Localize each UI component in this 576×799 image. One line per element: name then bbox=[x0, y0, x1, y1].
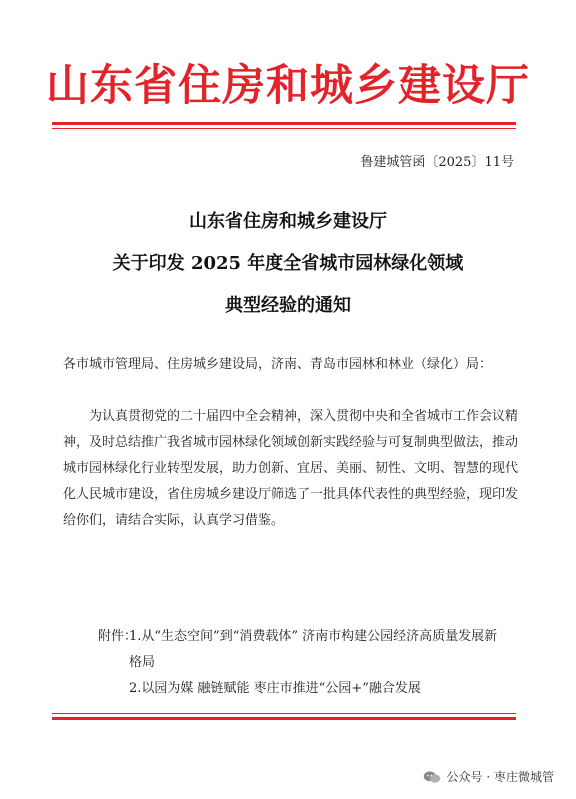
attachments-label: 附件： bbox=[98, 629, 138, 644]
title-line-1: 山东省住房和城乡建设厅 bbox=[189, 211, 387, 232]
body-paragraph: 为认真贯彻党的二十届四中全会精神，深入贯彻中央和全省城市工作会议精神，及时总结推广我省城市园林绿化领域创新实践经验与可复制典型做法，推动城市园林绿化行业转型发展，助力创新、宜居、美丽、韧性、文明、智慧的现代化人民城市建设，省住房城乡建设厅筛选了一批具体代表性的典型经验，现印发给你们，请结合实际，认真学习借鉴。 bbox=[63, 409, 519, 528]
header-divider-thick bbox=[52, 122, 516, 125]
letterhead-title: 山东省住房和城乡建设厅 bbox=[46, 61, 530, 111]
attachment-item-2 bbox=[129, 676, 528, 702]
attachment-text-2: 2.以园为媒 融链赋能 枣庄市推进“公园+”融合发展 bbox=[129, 681, 421, 696]
wechat-account-text: 公众号 · 枣庄微城管 bbox=[446, 770, 554, 784]
title-line-2: 关于印发 2025 年度全省城市园林绿化领域 bbox=[112, 253, 464, 274]
attachment-text-1: 1.从“生态空间”到“消费载体” 济南市构建公园经济高质量发展新格局 bbox=[129, 629, 498, 670]
title-line-3: 典型经验的通知 bbox=[225, 295, 351, 316]
document-number: 鲁建城管函〔2025〕11号 bbox=[360, 155, 514, 170]
salutation: 各市城市管理局、住房城乡建设局，济南、青岛市园林和林业（绿化）局： bbox=[63, 357, 493, 372]
header-divider-thin bbox=[52, 128, 516, 129]
attachments-section bbox=[98, 624, 528, 702]
footer-divider-thin bbox=[52, 713, 516, 714]
wechat-icon bbox=[423, 770, 441, 784]
footer-divider-thick bbox=[52, 717, 516, 720]
attachment-item-1 bbox=[98, 624, 528, 676]
wechat-account-badge bbox=[419, 766, 558, 787]
